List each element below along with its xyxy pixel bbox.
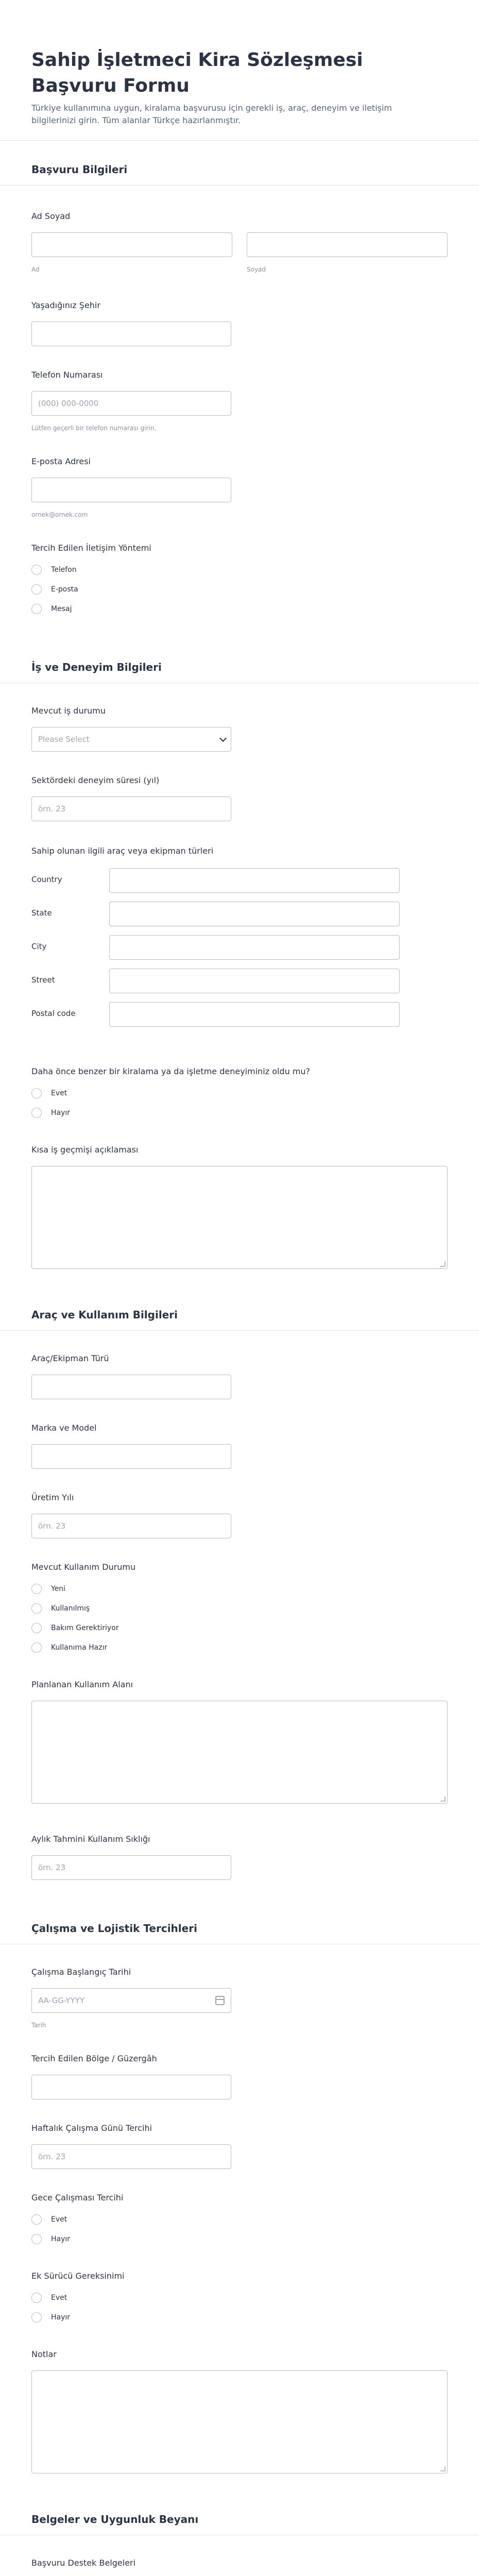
work-history-label: Kısa iş geçmişi açıklaması — [31, 1145, 139, 1155]
radio[interactable] — [31, 1584, 42, 1594]
vehicle-type-label: Araç/Ekipman Türü — [31, 1353, 109, 1363]
documents-label: Başvuru Destek Belgeleri — [31, 2558, 136, 2568]
option-label: Hayır — [51, 2313, 71, 2321]
radio[interactable] — [31, 1603, 42, 1614]
section-vehicle — [0, 1299, 479, 1331]
option-label: Evet — [51, 2294, 67, 2302]
option-label: Hayır — [51, 1109, 71, 1117]
form-title: Sahip İşletmeci Kira Sözleşmesi Başvuru Formu — [31, 49, 363, 96]
city-addr-label: City — [31, 942, 47, 951]
radio[interactable] — [31, 1088, 42, 1098]
option-label: Evet — [51, 2215, 67, 2224]
night-option-no[interactable] — [31, 2234, 70, 2244]
work-days-input[interactable] — [31, 2144, 231, 2169]
previous-option-no[interactable] — [31, 1108, 70, 1118]
work-days-label: Haftalık Çalışma Günü Tercihi — [31, 2123, 152, 2133]
option-label: E-posta — [51, 585, 78, 594]
first-name-input[interactable] — [31, 232, 232, 257]
night-option-yes[interactable] — [31, 2214, 67, 2225]
last-name-input[interactable] — [247, 232, 448, 257]
postal-code-label: Postal code — [31, 1009, 76, 1018]
radio[interactable] — [31, 604, 42, 614]
first-name-sublabel: Ad — [31, 266, 40, 273]
city-label: Yaşadığınız Şehir — [31, 300, 100, 310]
radio[interactable] — [31, 2312, 42, 2323]
work-history-textarea[interactable] — [31, 1166, 448, 1269]
start-date-placeholder: AA-GG-YYYY — [38, 1996, 85, 2005]
form-description: Türkiye kullanımına uygun, kiralama başvurusu için gerekli iş, araç, deneyim ve iletişim bilgilerinizi girin. Tüm alanlar Türkçe hazırlanmıştır. — [31, 103, 392, 125]
option-label: Bakım Gerektiriyor — [51, 1624, 119, 1632]
city-input[interactable] — [31, 321, 231, 346]
section-documents — [0, 2503, 479, 2535]
section-title: Çalışma ve Lojistik Tercihleri — [0, 1912, 479, 1944]
production-year-input[interactable] — [31, 1514, 231, 1538]
phone-placeholder: (000) 000-0000 — [38, 399, 99, 408]
job-status-label: Mevcut iş durumu — [31, 706, 106, 716]
region-label: Tercih Edilen Bölge / Güzergâh — [31, 2054, 157, 2063]
state-input[interactable] — [109, 902, 400, 926]
option-label: Evet — [51, 1089, 67, 1097]
section-logistics — [0, 1912, 479, 1944]
street-label: Street — [31, 975, 55, 985]
production-year-label: Üretim Yılı — [31, 1493, 74, 1502]
equipment-label: Sahip olunan ilgili araç veya ekipman türleri — [31, 846, 214, 856]
section-title: İş ve Deneyim Bilgileri — [0, 651, 479, 683]
extra-driver-label: Ek Sürücü Gereksinimi — [31, 2271, 125, 2281]
experience-years-input[interactable] — [31, 796, 231, 821]
radio[interactable] — [31, 2234, 42, 2244]
usage-frequency-label: Aylık Tahmini Kullanım Sıklığı — [31, 1834, 150, 1844]
radio[interactable] — [31, 1642, 42, 1653]
name-label: Ad Soyad — [31, 211, 71, 221]
city-addr-input[interactable] — [109, 935, 400, 960]
country-label: Country — [31, 875, 62, 884]
contact-option-email[interactable] — [31, 584, 78, 595]
chevron-down-icon — [219, 735, 227, 742]
radio[interactable] — [31, 2214, 42, 2225]
section-title: Belgeler ve Uygunluk Beyanı — [0, 2503, 479, 2535]
start-date-sublabel: Tarih — [31, 2022, 46, 2029]
production-year-placeholder: örn. 23 — [38, 1521, 66, 1531]
resize-handle-icon[interactable] — [440, 2466, 446, 2471]
option-label: Telefon — [51, 566, 77, 574]
option-label: Yeni — [51, 1585, 66, 1593]
email-sublabel: ornek@ornek.com — [31, 511, 88, 518]
usage-area-textarea[interactable] — [31, 1701, 448, 1804]
option-label: Hayır — [51, 2235, 71, 2243]
section-applicant — [0, 154, 479, 185]
form-header — [0, 47, 470, 127]
notes-textarea[interactable] — [31, 2370, 448, 2473]
night-work-label: Gece Çalışması Tercihi — [31, 2193, 124, 2202]
usage-frequency-placeholder: örn. 23 — [38, 1863, 66, 1872]
experience-years-placeholder: örn. 23 — [38, 804, 66, 814]
state-label: State — [31, 908, 52, 918]
section-experience — [0, 651, 479, 683]
email-label: E-posta Adresi — [31, 456, 91, 466]
last-name-sublabel: Soyad — [247, 266, 266, 273]
notes-label: Notlar — [31, 2349, 57, 2359]
usage-area-label: Planlanan Kullanım Alanı — [31, 1680, 133, 1689]
driver-option-no[interactable] — [31, 2312, 70, 2323]
contact-method-label: Tercih Edilen İletişim Yöntemi — [31, 543, 151, 553]
condition-option-maintenance[interactable] — [31, 1623, 119, 1633]
option-label: Mesaj — [51, 605, 72, 613]
email-input[interactable] — [31, 478, 231, 502]
radio[interactable] — [31, 565, 42, 575]
previous-experience-label: Daha önce benzer bir kiralama ya da işletme deneyiminiz oldu mu? — [31, 1066, 311, 1076]
radio[interactable] — [31, 2293, 42, 2303]
condition-option-used[interactable] — [31, 1603, 90, 1614]
postal-code-input[interactable] — [109, 1002, 400, 1027]
radio[interactable] — [31, 1108, 42, 1118]
brand-model-input[interactable] — [31, 1444, 231, 1469]
condition-option-ready[interactable] — [31, 1642, 107, 1653]
section-title: Araç ve Kullanım Bilgileri — [0, 1299, 479, 1331]
street-input[interactable] — [109, 969, 400, 993]
condition-label: Mevcut Kullanım Durumu — [31, 1562, 136, 1572]
section-title: Başvuru Bilgileri — [0, 154, 479, 185]
work-days-placeholder: örn. 23 — [38, 2152, 66, 2161]
resize-handle-icon[interactable] — [440, 1797, 446, 1802]
contact-option-phone[interactable] — [31, 565, 77, 575]
condition-option-new[interactable] — [31, 1584, 65, 1594]
option-label: Kullanılmış — [51, 1604, 90, 1613]
driver-option-yes[interactable] — [31, 2293, 67, 2303]
brand-model-label: Marka ve Model — [31, 1423, 97, 1433]
vehicle-type-input[interactable] — [31, 1375, 231, 1399]
option-label: Kullanıma Hazır — [51, 1643, 108, 1652]
start-date-label: Çalışma Başlangıç Tarihi — [31, 1967, 131, 1977]
header-divider — [0, 140, 479, 141]
contact-option-message[interactable] — [31, 604, 72, 614]
radio[interactable] — [31, 584, 42, 595]
start-date-input[interactable] — [31, 1988, 231, 2013]
radio[interactable] — [31, 1623, 42, 1633]
previous-option-yes[interactable] — [31, 1088, 67, 1098]
country-input[interactable] — [109, 868, 400, 893]
experience-years-label: Sektördeki deneyim süresi (yıl) — [31, 775, 160, 785]
usage-frequency-input[interactable] — [31, 1855, 231, 1880]
job-status-select[interactable] — [31, 727, 231, 752]
calendar-icon[interactable] — [215, 1996, 225, 2005]
phone-sublabel: Lütfen geçerli bir telefon numarası girin. — [31, 425, 157, 432]
job-status-value: Please Select — [38, 735, 90, 744]
phone-input[interactable] — [31, 391, 231, 416]
region-input[interactable] — [31, 2075, 231, 2099]
resize-handle-icon[interactable] — [440, 1262, 446, 1267]
phone-label: Telefon Numarası — [31, 370, 103, 380]
